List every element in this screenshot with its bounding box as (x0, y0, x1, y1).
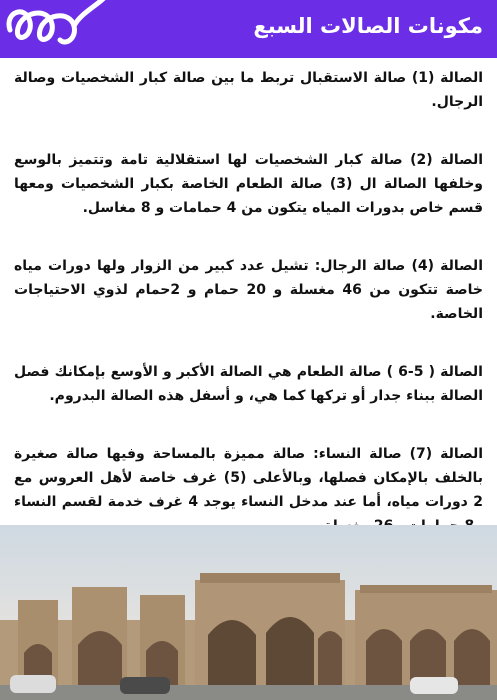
paragraph-hall-1: الصالة (1) صالة الاستقبال تربط ما بين صالة كبار الشخصيات وصالة الرجال. (14, 70, 483, 110)
article-body (14, 66, 483, 538)
header-bar (0, 0, 497, 58)
paragraph-hall-2-3: الصالة (2) صالة كبار الشخصيات لها استقلالية تامة وتتميز بالوسع وخلفها الصالة ال (3) صالة الطعام الخاصة بكبار الشخصيات ومعها قسم خاص بدورات المياه يتكون من 4 حمامات و 8 مغاسل. (14, 152, 484, 216)
paragraph-hall-5-6: الصالة ( 5-6 ) صالة الطعام هي الصالة الأكبر و الأوسع بإمكانك فصل الصالة ببناء جدار أو تركها كما هي، و أسفل هذه الصالة البدروم. (14, 364, 483, 404)
building-photo (0, 525, 497, 700)
paragraph-hall-7: الصالة (7) صالة النساء: صالة مميزة بالمساحة وفيها صالة صغيرة بالخلف بالإمكان فصلها، وبالأعلى (5) غرف خاصة لأهل العروس مع 2 دورات مياه، أما عند مدخل النساء يوجد 4 غرف خدمة لقسم النساء (14, 446, 483, 510)
paragraph-hall-4: الصالة (4) صالة الرجال: تشيل عدد كبير من الزوار ولها دورات مياه خاصة تتكون من 46 مغسلة و 20 حمام و 2حمام لذوي الاحتياجات الخاصة. (14, 258, 483, 322)
swirl-logo-icon (0, 0, 110, 58)
page-title: مكونات الصالات السبع (253, 14, 483, 38)
